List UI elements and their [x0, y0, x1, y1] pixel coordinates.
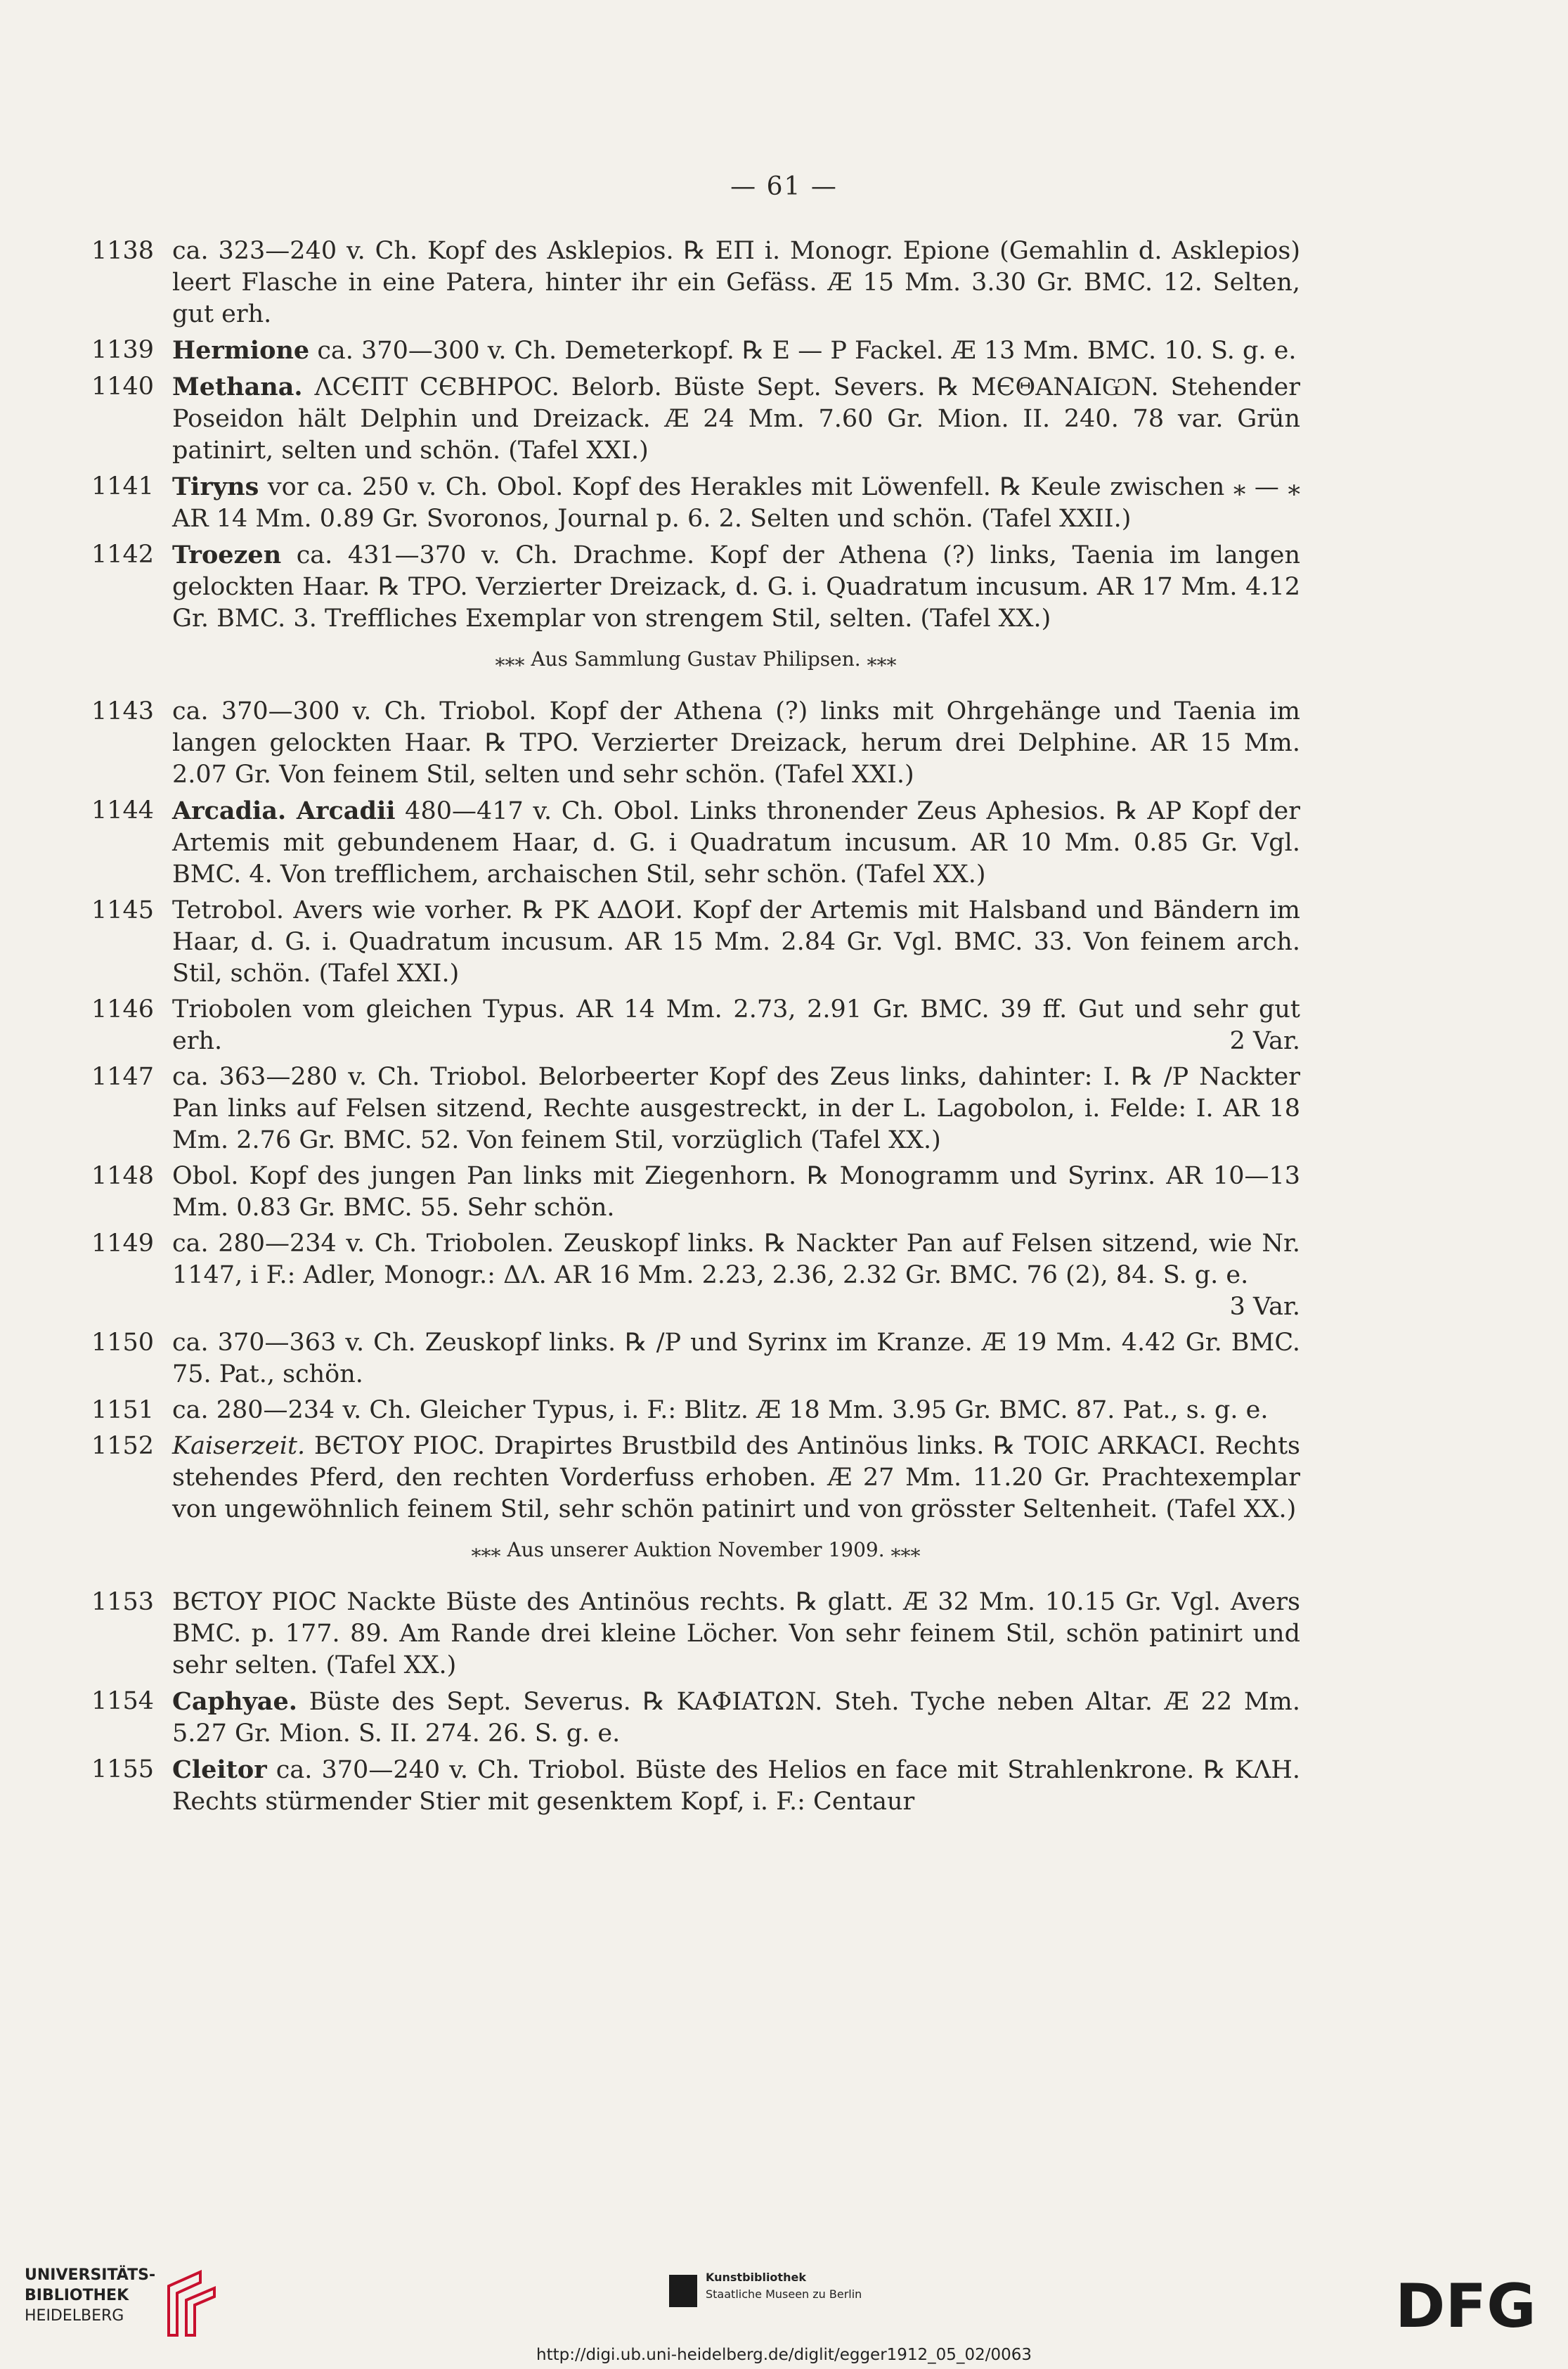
lot-text: BЄTOY PIOC. Drapirtes Brustbild des Antinöus links. ℞ TOIC ARKACI. Rechts stehendes Pferd, den rechten Vorderfuss erhoben. Æ 27 Mm. 11.20 Gr. Prachtexemplar von ungewöhnlich feinem Stil, sehr schön patinirt und von grösster Seltenheit. (Tafel XX.) [172, 1432, 1300, 1523]
lot-description [172, 1228, 1300, 1323]
lot-description [172, 1395, 1300, 1426]
lot-description [172, 1161, 1300, 1224]
lot-text: ca. 280—234 v. Ch. Triobolen. Zeuskopf links. ℞ Nackter Pan auf Felsen sitzend, wie Nr. 1147, i F.: Adler, Monogr.: ΔΛ. AR 16 Mm. 2.23, 2.36, 2.32 Gr. BMC. 76 (2), 84. S. g. e. [172, 1229, 1300, 1289]
lot-text: ca. 323—240 v. Ch. Kopf des Asklepios. ℞ ЕΠ i. Monogr. Epione (Gemahlin d. Asklepios) leert Flasche in eine Patera, hinter ihr ein Gefäss. Æ 15 Mm. 3.30 Gr. BMC. 12. Selten, gut erh. [172, 237, 1300, 328]
ub-logo-line1: UNIVERSITÄTS- [25, 2266, 156, 2284]
provenance-note: ⁎⁎⁎ Aus Sammlung Gustav Philipsen. ⁎⁎⁎ [495, 647, 897, 671]
lot-mint-name: Troezen [172, 541, 282, 569]
source-url[interactable]: http://digi.ub.uni-heidelberg.de/diglit/egger1912_05_02/0063 [536, 2346, 1032, 2364]
lot-description [172, 1754, 1300, 1818]
catalog-entry [91, 1587, 1300, 1681]
lot-description [172, 1587, 1300, 1681]
ub-heidelberg-logo[interactable] [25, 2265, 221, 2342]
catalog-entry [91, 1061, 1300, 1156]
page-number: — 61 — [730, 172, 838, 201]
lot-text: vor ca. 250 v. Ch. Obol. Kopf des Herakles mit Löwenfell. ℞ Keule zwischen ⁎ — ⁎ AR 14 Mm. 0.89 Gr. Svoronos, Journal p. 6. 2. Selten und schön. (Tafel XXII.) [172, 473, 1300, 533]
lot-number: 1145 [91, 896, 155, 924]
catalog-entry [91, 1327, 1300, 1390]
lot-description [172, 335, 1300, 367]
catalog-entry [91, 696, 1300, 791]
lot-text: 480—417 v. Ch. Obol. Links thronender Zeus Aphesios. ℞ AP Kopf der Artemis mit gebundenem Haar, d. G. i Quadratum incusum. AR 10 Mm. 0.85 Gr. Vgl. BMC. 4. Von trefflichem, archaischen Stil, sehr schön. (Tafel XX.) [172, 797, 1300, 889]
lot-text: ca. 363—280 v. Ch. Triobol. Belorbeerter Kopf des Zeus links, dahinter: I. ℞ /P Nackter Pan links auf Felsen sitzend, Rechte ausgestreckt, in der L. Lagobolon, i. Felde: I. AR 18 Mm. 2.76 Gr. BMC. 52. Von feinem Stil, vorzüglich (Tafel XX.) [172, 1063, 1300, 1154]
lot-number: 1138 [91, 237, 155, 265]
lot-description [172, 235, 1300, 330]
lot-text: BЄTOY PIOC Nackte Büste des Antinöus rechts. ℞ glatt. Æ 32 Mm. 10.15 Gr. Vgl. Avers BMC. p. 177. 89. Am Rande drei kleine Löcher. Von sehr feinem Stil, schön patinirt und sehr selten. (Tafel XX.) [172, 1588, 1300, 1679]
lot-text: Tetrobol. Avers wie vorher. ℞ PK AΔOИ. Kopf der Artemis mit Halsband und Bändern im Haar, d. G. i. Quadratum incusum. AR 15 Mm. 2.84 Gr. Vgl. BMC. 33. Von feinem arch. Stil, schön. (Tafel XXI.) [172, 896, 1300, 988]
ub-logo-line3: HEIDELBERG [25, 2307, 124, 2325]
lot-text: ca. 280—234 v. Ch. Gleicher Typus, i. F.: Blitz. Æ 18 Mm. 3.95 Gr. BMC. 87. Pat., s. g. e. [172, 1396, 1269, 1424]
lot-number: 1153 [91, 1588, 155, 1616]
lot-number: 1144 [91, 796, 155, 825]
lot-description [172, 994, 1300, 1057]
lot-number: 1142 [91, 541, 155, 569]
lot-number: 1140 [91, 373, 155, 401]
lot-text: Triobolen vom gleichen Typus. AR 14 Mm. 2.73, 2.91 Gr. BMC. 39 ff. Gut und sehr gut erh. [172, 995, 1300, 1055]
catalog-entry [91, 1228, 1300, 1323]
lot-number: 1154 [91, 1687, 155, 1715]
lot-text: ca. 370—300 v. Ch. Demeterkopf. ℞ E — P Fackel. Æ 13 Mm. BMC. 10. S. g. e. [317, 337, 1297, 365]
lot-text: Obol. Kopf des jungen Pan links mit Ziegenhorn. ℞ Monogramm und Syrinx. AR 10—13 Mm. 0.83 Gr. BMC. 55. Sehr schön. [172, 1162, 1300, 1222]
lot-mint-name: Arcadia. Arcadii [172, 796, 396, 825]
lot-text: ca. 431—370 v. Ch. Drachme. Kopf der Athena (?) links, Taenia im langen gelockten Haar. ℞ TPO. Verzierter Dreizack, d. G. i. Quadratum incusum. AR 17 Mm. 4.12 Gr. BMC. 3. Treffliches Exemplar von strengem Stil, selten. (Tafel XX.) [172, 541, 1300, 633]
lot-variant-count: 3 Var. [1229, 1293, 1300, 1321]
lot-number: 1152 [91, 1432, 155, 1460]
dfg-logo[interactable] [1395, 2272, 1546, 2335]
catalog-entries [91, 235, 1300, 1822]
lot-number: 1148 [91, 1162, 155, 1190]
lot-description [172, 1431, 1300, 1525]
lot-text: Büste des Sept. Severus. ℞ KAΦIATΩN. Steh. Tyche neben Altar. Æ 22 Mm. 5.27 Gr. Mion. S. II. 274. 26. S. g. e. [172, 1688, 1300, 1748]
lot-description [172, 1061, 1300, 1156]
lot-number: 1151 [91, 1396, 155, 1424]
lot-description [172, 371, 1300, 467]
catalog-entry [91, 235, 1300, 330]
lot-text: ca. 370—363 v. Ch. Zeuskopf links. ℞ /P und Syrinx im Kranze. Æ 19 Mm. 4.42 Gr. BMC. 75. Pat., schön. [172, 1329, 1300, 1388]
lot-number: 1150 [91, 1329, 155, 1357]
lot-mint-name: Cleitor [172, 1755, 267, 1784]
catalog-entry [91, 1395, 1300, 1426]
catalog-entry [91, 795, 1300, 891]
lot-description [172, 1327, 1300, 1390]
lot-description [172, 1686, 1300, 1750]
kunstbibliothek-mark-icon [669, 2275, 697, 2307]
catalog-entry [91, 994, 1300, 1057]
lot-mint-name: Methana. [172, 373, 303, 401]
catalog-entry [91, 1161, 1300, 1224]
lot-description [172, 539, 1300, 635]
lot-description [172, 471, 1300, 535]
lot-mint-name: Tiryns [172, 472, 259, 501]
lot-number: 1139 [91, 336, 155, 364]
kunstbibliothek-logo[interactable] [669, 2269, 894, 2311]
lot-mint-name: Hermione [172, 336, 310, 365]
lot-number: 1147 [91, 1063, 155, 1091]
catalog-entry [91, 471, 1300, 535]
catalog-entry [91, 371, 1300, 467]
catalog-entry [91, 1431, 1300, 1525]
lot-mint-name: Caphyae. [172, 1687, 297, 1716]
catalog-entry [91, 335, 1300, 367]
dfg-logo-text: DFG [1395, 2272, 1536, 2335]
lot-era: Kaiserzeit. [172, 1432, 306, 1460]
ub-logo-line2: BIBLIOTHEK [25, 2287, 129, 2304]
lot-text: ca. 370—300 v. Ch. Triobol. Kopf der Athena (?) links mit Ohrgehänge und Taenia im langen gelockten Haar. ℞ TPO. Verzierter Dreizack, herum drei Delphine. AR 15 Mm. 2.07 Gr. Von feinem Stil, selten und sehr schön. (Tafel XXI.) [172, 697, 1300, 789]
provenance-note: ⁎⁎⁎ Aus unserer Auktion November 1909. ⁎⁎⁎ [471, 1538, 921, 1561]
lot-description [172, 696, 1300, 791]
catalog-entry [91, 539, 1300, 635]
lot-description [172, 795, 1300, 891]
lot-number: 1143 [91, 697, 155, 725]
kb-line1: Kunstbibliothek [706, 2271, 806, 2284]
ub-mark-icon [162, 2268, 221, 2339]
lot-variant-count: 2 Var. [1229, 1027, 1300, 1055]
catalog-entry [91, 1686, 1300, 1750]
lot-number: 1146 [91, 995, 155, 1024]
lot-number: 1155 [91, 1755, 155, 1783]
catalog-entry [91, 895, 1300, 990]
lot-number: 1149 [91, 1229, 155, 1258]
lot-number: 1141 [91, 472, 155, 501]
lot-text: ΛCЄΠT CЄBHPOC. Belorb. Büste Sept. Severs. ℞ MЄΘANAIѠN. Stehender Poseidon hält Delphin und Dreizack. Æ 24 Mm. 7.60 Gr. Mion. II. 240. 78 var. Grün patinirt, selten und schön. (Tafel XXI.) [172, 373, 1300, 465]
catalog-entry [91, 1754, 1300, 1818]
kb-line2: Staatliche Museen zu Berlin [706, 2287, 862, 2301]
lot-description [172, 895, 1300, 990]
lot-text: ca. 370—240 v. Ch. Triobol. Büste des Helios en face mit Strahlenkrone. ℞ KΛH. Rechts stürmender Stier mit gesenktem Kopf, i. F.: Centaur [172, 1756, 1300, 1816]
